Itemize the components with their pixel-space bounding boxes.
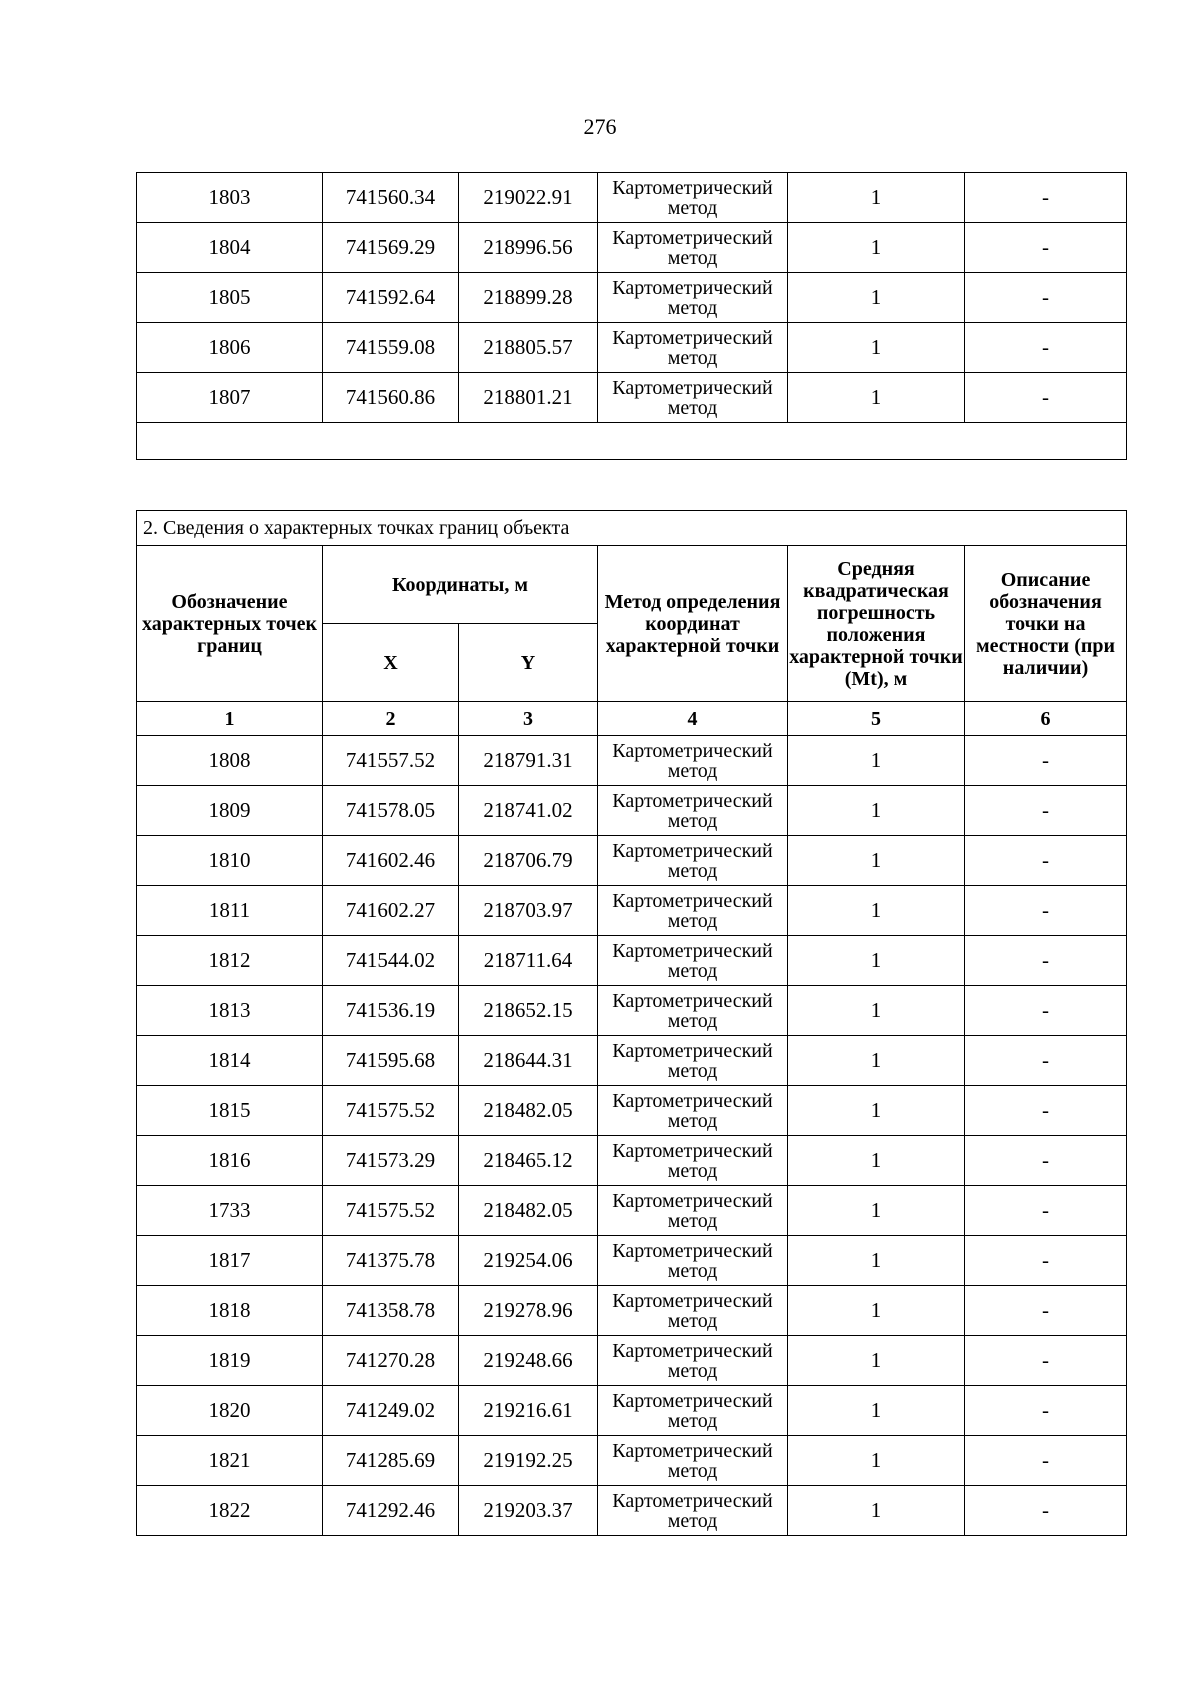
method-cell: Картометрический метод [598,323,788,373]
x-coordinate-cell: 741602.46 [323,836,459,886]
method-cell: Картометрический метод [598,786,788,836]
mean-error-cell: 1 [788,323,965,373]
mean-error-cell: 1 [788,1386,965,1436]
method-cell: Картометрический метод [598,1386,788,1436]
y-coordinate-cell: 218706.79 [459,836,598,886]
y-coordinate-cell: 218899.28 [459,273,598,323]
description-cell: - [965,1036,1127,1086]
description-cell: - [965,936,1127,986]
point-id-cell: 1814 [137,1036,323,1086]
method-cell: Картометрический метод [598,223,788,273]
mean-error-cell: 1 [788,1436,965,1486]
method-cell: Картометрический метод [598,1286,788,1336]
mean-error-cell: 1 [788,1086,965,1136]
mean-error-cell: 1 [788,1286,965,1336]
method-cell: Картометрический метод [598,986,788,1036]
table-row [137,373,1127,423]
description-cell: - [965,1086,1127,1136]
description-cell: - [965,373,1127,423]
mean-error-cell: 1 [788,1186,965,1236]
header-x: X [323,624,459,702]
x-coordinate-cell: 741573.29 [323,1136,459,1186]
table-row [137,1186,1127,1236]
coordinates-table-continued [136,172,1127,460]
header-coordinates: Координаты, м [323,546,598,624]
x-coordinate-cell: 741569.29 [323,223,459,273]
y-coordinate-cell: 218465.12 [459,1136,598,1186]
point-id-cell: 1815 [137,1086,323,1136]
table-row [137,1436,1127,1486]
table-row [137,1036,1127,1086]
point-id-cell: 1812 [137,936,323,986]
x-coordinate-cell: 741560.34 [323,173,459,223]
table-caption: 2. Сведения о характерных точках границ объекта [137,511,1127,546]
method-cell: Картометрический метод [598,273,788,323]
point-id-cell: 1805 [137,273,323,323]
table-row [137,1236,1127,1286]
method-cell: Картометрический метод [598,1036,788,1086]
y-coordinate-cell: 219192.25 [459,1436,598,1486]
x-coordinate-cell: 741358.78 [323,1286,459,1336]
table-row [137,936,1127,986]
point-id-cell: 1816 [137,1136,323,1186]
y-coordinate-cell: 218644.31 [459,1036,598,1086]
blank-cell [137,423,1127,460]
y-coordinate-cell: 218741.02 [459,786,598,836]
method-cell: Картометрический метод [598,373,788,423]
table-row [137,1136,1127,1186]
method-cell: Картометрический метод [598,173,788,223]
header-y: Y [459,624,598,702]
point-id-cell: 1820 [137,1386,323,1436]
y-coordinate-cell: 218703.97 [459,886,598,936]
y-coordinate-cell: 218482.05 [459,1186,598,1236]
description-cell: - [965,223,1127,273]
method-cell: Картометрический метод [598,736,788,786]
y-coordinate-cell: 218791.31 [459,736,598,786]
description-cell: - [965,1336,1127,1386]
y-coordinate-cell: 218805.57 [459,323,598,373]
description-cell: - [965,173,1127,223]
mean-error-cell: 1 [788,986,965,1036]
table-row [137,886,1127,936]
description-cell: - [965,323,1127,373]
y-coordinate-cell: 218482.05 [459,1086,598,1136]
y-coordinate-cell: 219248.66 [459,1336,598,1386]
mean-error-cell: 1 [788,836,965,886]
mean-error-cell: 1 [788,1036,965,1086]
description-cell: - [965,273,1127,323]
description-cell: - [965,1286,1127,1336]
y-coordinate-cell: 219216.61 [459,1386,598,1436]
x-coordinate-cell: 741559.08 [323,323,459,373]
y-coordinate-cell: 218996.56 [459,223,598,273]
table-row [137,173,1127,223]
header-point-designation: Обозначение характерных точек границ [137,546,323,702]
method-cell: Картометрический метод [598,936,788,986]
x-coordinate-cell: 741575.52 [323,1086,459,1136]
method-cell: Картометрический метод [598,1336,788,1386]
table-row [137,1336,1127,1386]
column-number: 4 [598,702,788,736]
description-cell: - [965,1436,1127,1486]
point-id-cell: 1804 [137,223,323,273]
mean-error-cell: 1 [788,786,965,836]
description-cell: - [965,1186,1127,1236]
x-coordinate-cell: 741602.27 [323,886,459,936]
point-id-cell: 1817 [137,1236,323,1286]
header-description: Описание обозначения точки на местности (при наличии) [965,546,1127,702]
y-coordinate-cell: 218711.64 [459,936,598,986]
y-coordinate-cell: 219254.06 [459,1236,598,1286]
description-cell: - [965,986,1127,1036]
x-coordinate-cell: 741375.78 [323,1236,459,1286]
description-cell: - [965,836,1127,886]
method-cell: Картометрический метод [598,1086,788,1136]
table-row [137,1486,1127,1536]
mean-error-cell: 1 [788,373,965,423]
mean-error-cell: 1 [788,173,965,223]
x-coordinate-cell: 741578.05 [323,786,459,836]
mean-error-cell: 1 [788,1486,965,1536]
y-coordinate-cell: 218652.15 [459,986,598,1036]
point-id-cell: 1806 [137,323,323,373]
x-coordinate-cell: 741285.69 [323,1436,459,1486]
mean-error-cell: 1 [788,1236,965,1286]
page-number: 276 [583,114,617,139]
table-row [137,273,1127,323]
method-cell: Картометрический метод [598,1486,788,1536]
column-number: 1 [137,702,323,736]
mean-error-cell: 1 [788,223,965,273]
x-coordinate-cell: 741557.52 [323,736,459,786]
method-cell: Картометрический метод [598,1136,788,1186]
header-mean-error: Средняя квадратическая погрешность положения характерной точки (Mt), м [788,546,965,702]
description-cell: - [965,1486,1127,1536]
description-cell: - [965,1236,1127,1286]
method-cell: Картометрический метод [598,836,788,886]
table-row [137,223,1127,273]
description-cell: - [965,1386,1127,1436]
point-id-cell: 1810 [137,836,323,886]
y-coordinate-cell: 219203.37 [459,1486,598,1536]
point-id-cell: 1822 [137,1486,323,1536]
point-id-cell: 1821 [137,1436,323,1486]
x-coordinate-cell: 741292.46 [323,1486,459,1536]
x-coordinate-cell: 741536.19 [323,986,459,1036]
point-id-cell: 1818 [137,1286,323,1336]
x-coordinate-cell: 741560.86 [323,373,459,423]
table-row [137,1086,1127,1136]
point-id-cell: 1819 [137,1336,323,1386]
table-row [137,736,1127,786]
point-id-cell: 1807 [137,373,323,423]
table-row [137,836,1127,886]
x-coordinate-cell: 741595.68 [323,1036,459,1086]
point-id-cell: 1813 [137,986,323,1036]
mean-error-cell: 1 [788,936,965,986]
x-coordinate-cell: 741592.64 [323,273,459,323]
method-cell: Картометрический метод [598,1436,788,1486]
point-id-cell: 1809 [137,786,323,836]
y-coordinate-cell: 219278.96 [459,1286,598,1336]
table-row [137,1286,1127,1336]
mean-error-cell: 1 [788,736,965,786]
x-coordinate-cell: 741544.02 [323,936,459,986]
table2-body [137,736,1127,1536]
description-cell: - [965,1136,1127,1186]
description-cell: - [965,736,1127,786]
table-row [137,1386,1127,1436]
point-id-cell: 1808 [137,736,323,786]
description-cell: - [965,886,1127,936]
column-number: 6 [965,702,1127,736]
x-coordinate-cell: 741249.02 [323,1386,459,1436]
method-cell: Картометрический метод [598,886,788,936]
method-cell: Картометрический метод [598,1186,788,1236]
mean-error-cell: 1 [788,1336,965,1386]
point-id-cell: 1803 [137,173,323,223]
column-number: 3 [459,702,598,736]
x-coordinate-cell: 741270.28 [323,1336,459,1386]
header-method: Метод определения координат характерной точки [598,546,788,702]
table-row [137,786,1127,836]
description-cell: - [965,786,1127,836]
x-coordinate-cell: 741575.52 [323,1186,459,1236]
table1-body [137,173,1127,460]
boundary-points-table [136,510,1127,1536]
mean-error-cell: 1 [788,886,965,936]
column-number: 5 [788,702,965,736]
y-coordinate-cell: 218801.21 [459,373,598,423]
y-coordinate-cell: 219022.91 [459,173,598,223]
mean-error-cell: 1 [788,1136,965,1186]
point-id-cell: 1733 [137,1186,323,1236]
table-row [137,323,1127,373]
point-id-cell: 1811 [137,886,323,936]
mean-error-cell: 1 [788,273,965,323]
column-number: 2 [323,702,459,736]
table-blank-row [137,423,1127,460]
method-cell: Картометрический метод [598,1236,788,1286]
table-row [137,986,1127,1036]
